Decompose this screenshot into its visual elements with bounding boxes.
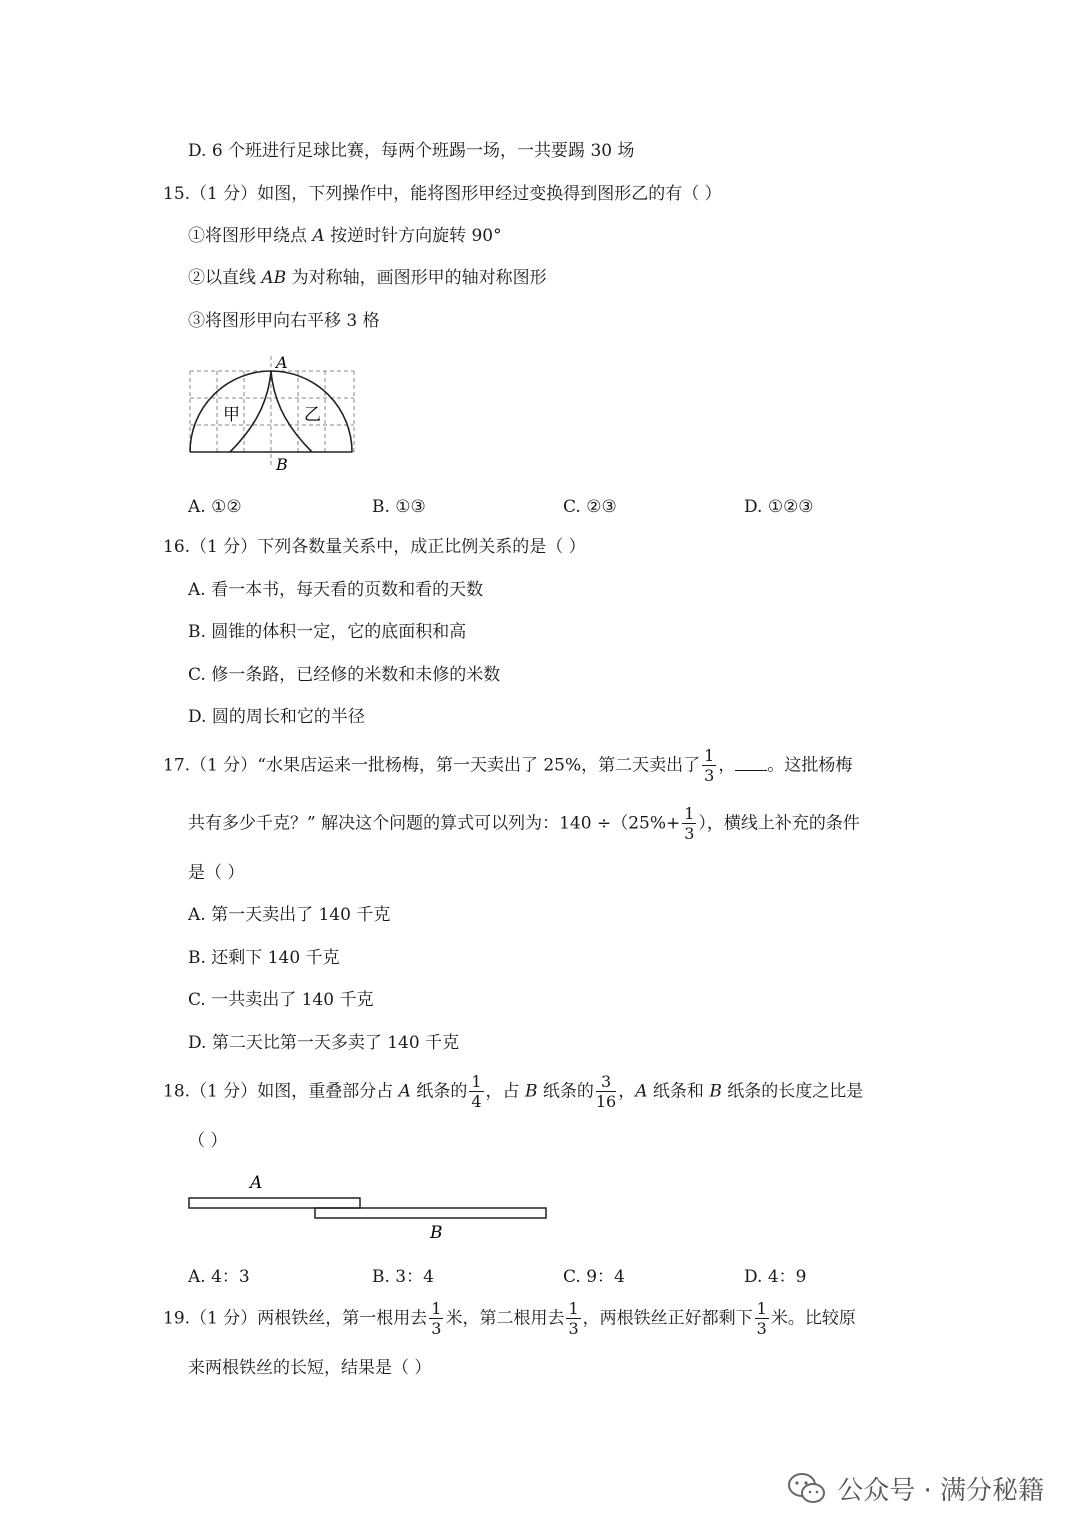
fraction: $\frac{1}{4}$ [471,1072,482,1111]
q15-option-d[interactable]: D. ①②③ [744,497,814,517]
watermark-text: 公众号 · 满分秘籍 [837,1476,1044,1506]
q15-op-3: ③将图形甲向右平移 3 格 [188,311,380,331]
figure-shapes [190,371,352,452]
q14-option-d: D. 6 个班进行足球比赛，每两个班踢一场，一共要踢 30 场 [188,141,635,161]
q15-option-b[interactable]: B. ①③ [372,497,426,517]
question-number: 15. [163,184,191,204]
q18-figure [180,1168,560,1246]
q16-option-d[interactable]: D. 圆的周长和它的半径 [188,707,365,727]
q15-op-2: ②以直线 AB 为对称轴，画图形甲的轴对称图形 [188,268,547,288]
shape-jia-label: 甲 [223,405,240,425]
question-stem: （1 分）下列各数量关系中，成正比例关系的是（ ） [190,537,586,557]
q16-option-b[interactable]: B. 圆锥的体积一定，它的底面积和高 [188,622,467,642]
strip-a [189,1198,360,1208]
q17-line-1: 17.（1 分）“水果店运来一批杨梅，第一天卖出了 25%，第二天卖出了 $\frac{1}{3}$ ， 。这批杨梅 [163,746,853,785]
fill-in-blank[interactable] [735,756,767,771]
q15-op-1: ①将图形甲绕点 A 按逆时针方向旋转 90° [188,226,502,246]
q18-option-a[interactable]: A. 4：3 [188,1267,250,1287]
question-number: 18. [163,1081,191,1102]
strip-a-label: A [250,1173,263,1193]
fraction: $\frac{1}{3}$ [431,1299,442,1338]
fraction: $\frac{1}{3}$ [704,746,715,785]
q18-line-2: （ ） [188,1131,228,1151]
q16-option-a[interactable]: A. 看一本书，每天看的页数和看的天数 [188,580,484,600]
fraction: $\frac{3}{16}$ [595,1072,617,1111]
q15-figure [180,352,370,476]
q15-stem [163,186,722,203]
q17-line-2: 共有多少千克？” 解决这个问题的算式可以列为：140 ÷（25%+ $\frac{1}{3}$ ），横线上补充的条件 [188,804,860,843]
point-b-label: B [276,455,288,474]
q17-line-3: 是（ ） [188,863,245,883]
q18-option-b[interactable]: B. 3：4 [372,1267,434,1287]
q16-stem [163,539,586,556]
fraction: $\frac{1}{3}$ [684,804,695,843]
q17-option-b[interactable]: B. 还剩下 140 千克 [188,948,340,968]
q18-option-d[interactable]: D. 4：9 [744,1267,807,1287]
q17-option-c[interactable]: C. 一共卖出了 140 千克 [188,990,374,1010]
wechat-icon [787,1472,827,1506]
fraction: $\frac{1}{3}$ [568,1299,579,1338]
q17-option-d[interactable]: D. 第二天比第一天多卖了 140 千克 [188,1033,460,1053]
fraction: $\frac{1}{3}$ [756,1299,767,1338]
strip-b-label: B [430,1223,443,1243]
question-stem: （1 分）如图，下列操作中，能将图形甲经过变换得到图形乙的有（ ） [190,184,722,204]
question-number: 19. [163,1308,191,1329]
q15-option-a[interactable]: A. ①② [188,497,242,517]
strip-b [315,1208,546,1218]
q18-line-1: 18.（1 分）如图，重叠部分占 A 纸条的 $\frac{1}{4}$ ，占 B 纸条的 $\frac{3}{16}$ ，A 纸条和 B 纸条的长度之比是 [163,1072,864,1111]
q18-option-c[interactable]: C. 9：4 [563,1267,625,1287]
shape-yi-label: 乙 [304,405,321,425]
q17-option-a[interactable]: A. 第一天卖出了 140 千克 [188,905,391,925]
point-a-label: A [276,353,288,372]
q19-line-1: 19.（1 分）两根铁丝，第一根用去 $\frac{1}{3}$ 米，第二根用去 $\frac{1}{3}$ ，两根铁丝正好都剩下 $\frac{1}{3}$ 米。比较原 [163,1299,856,1338]
question-number: 16. [163,537,191,557]
watermark [787,1470,1044,1507]
q16-option-c[interactable]: C. 修一条路，已经修的米数和未修的米数 [188,665,501,685]
q15-option-c[interactable]: C. ②③ [563,497,617,517]
question-number: 17. [163,755,191,776]
q19-line-2: 来两根铁丝的长短，结果是（ ） [188,1358,432,1378]
